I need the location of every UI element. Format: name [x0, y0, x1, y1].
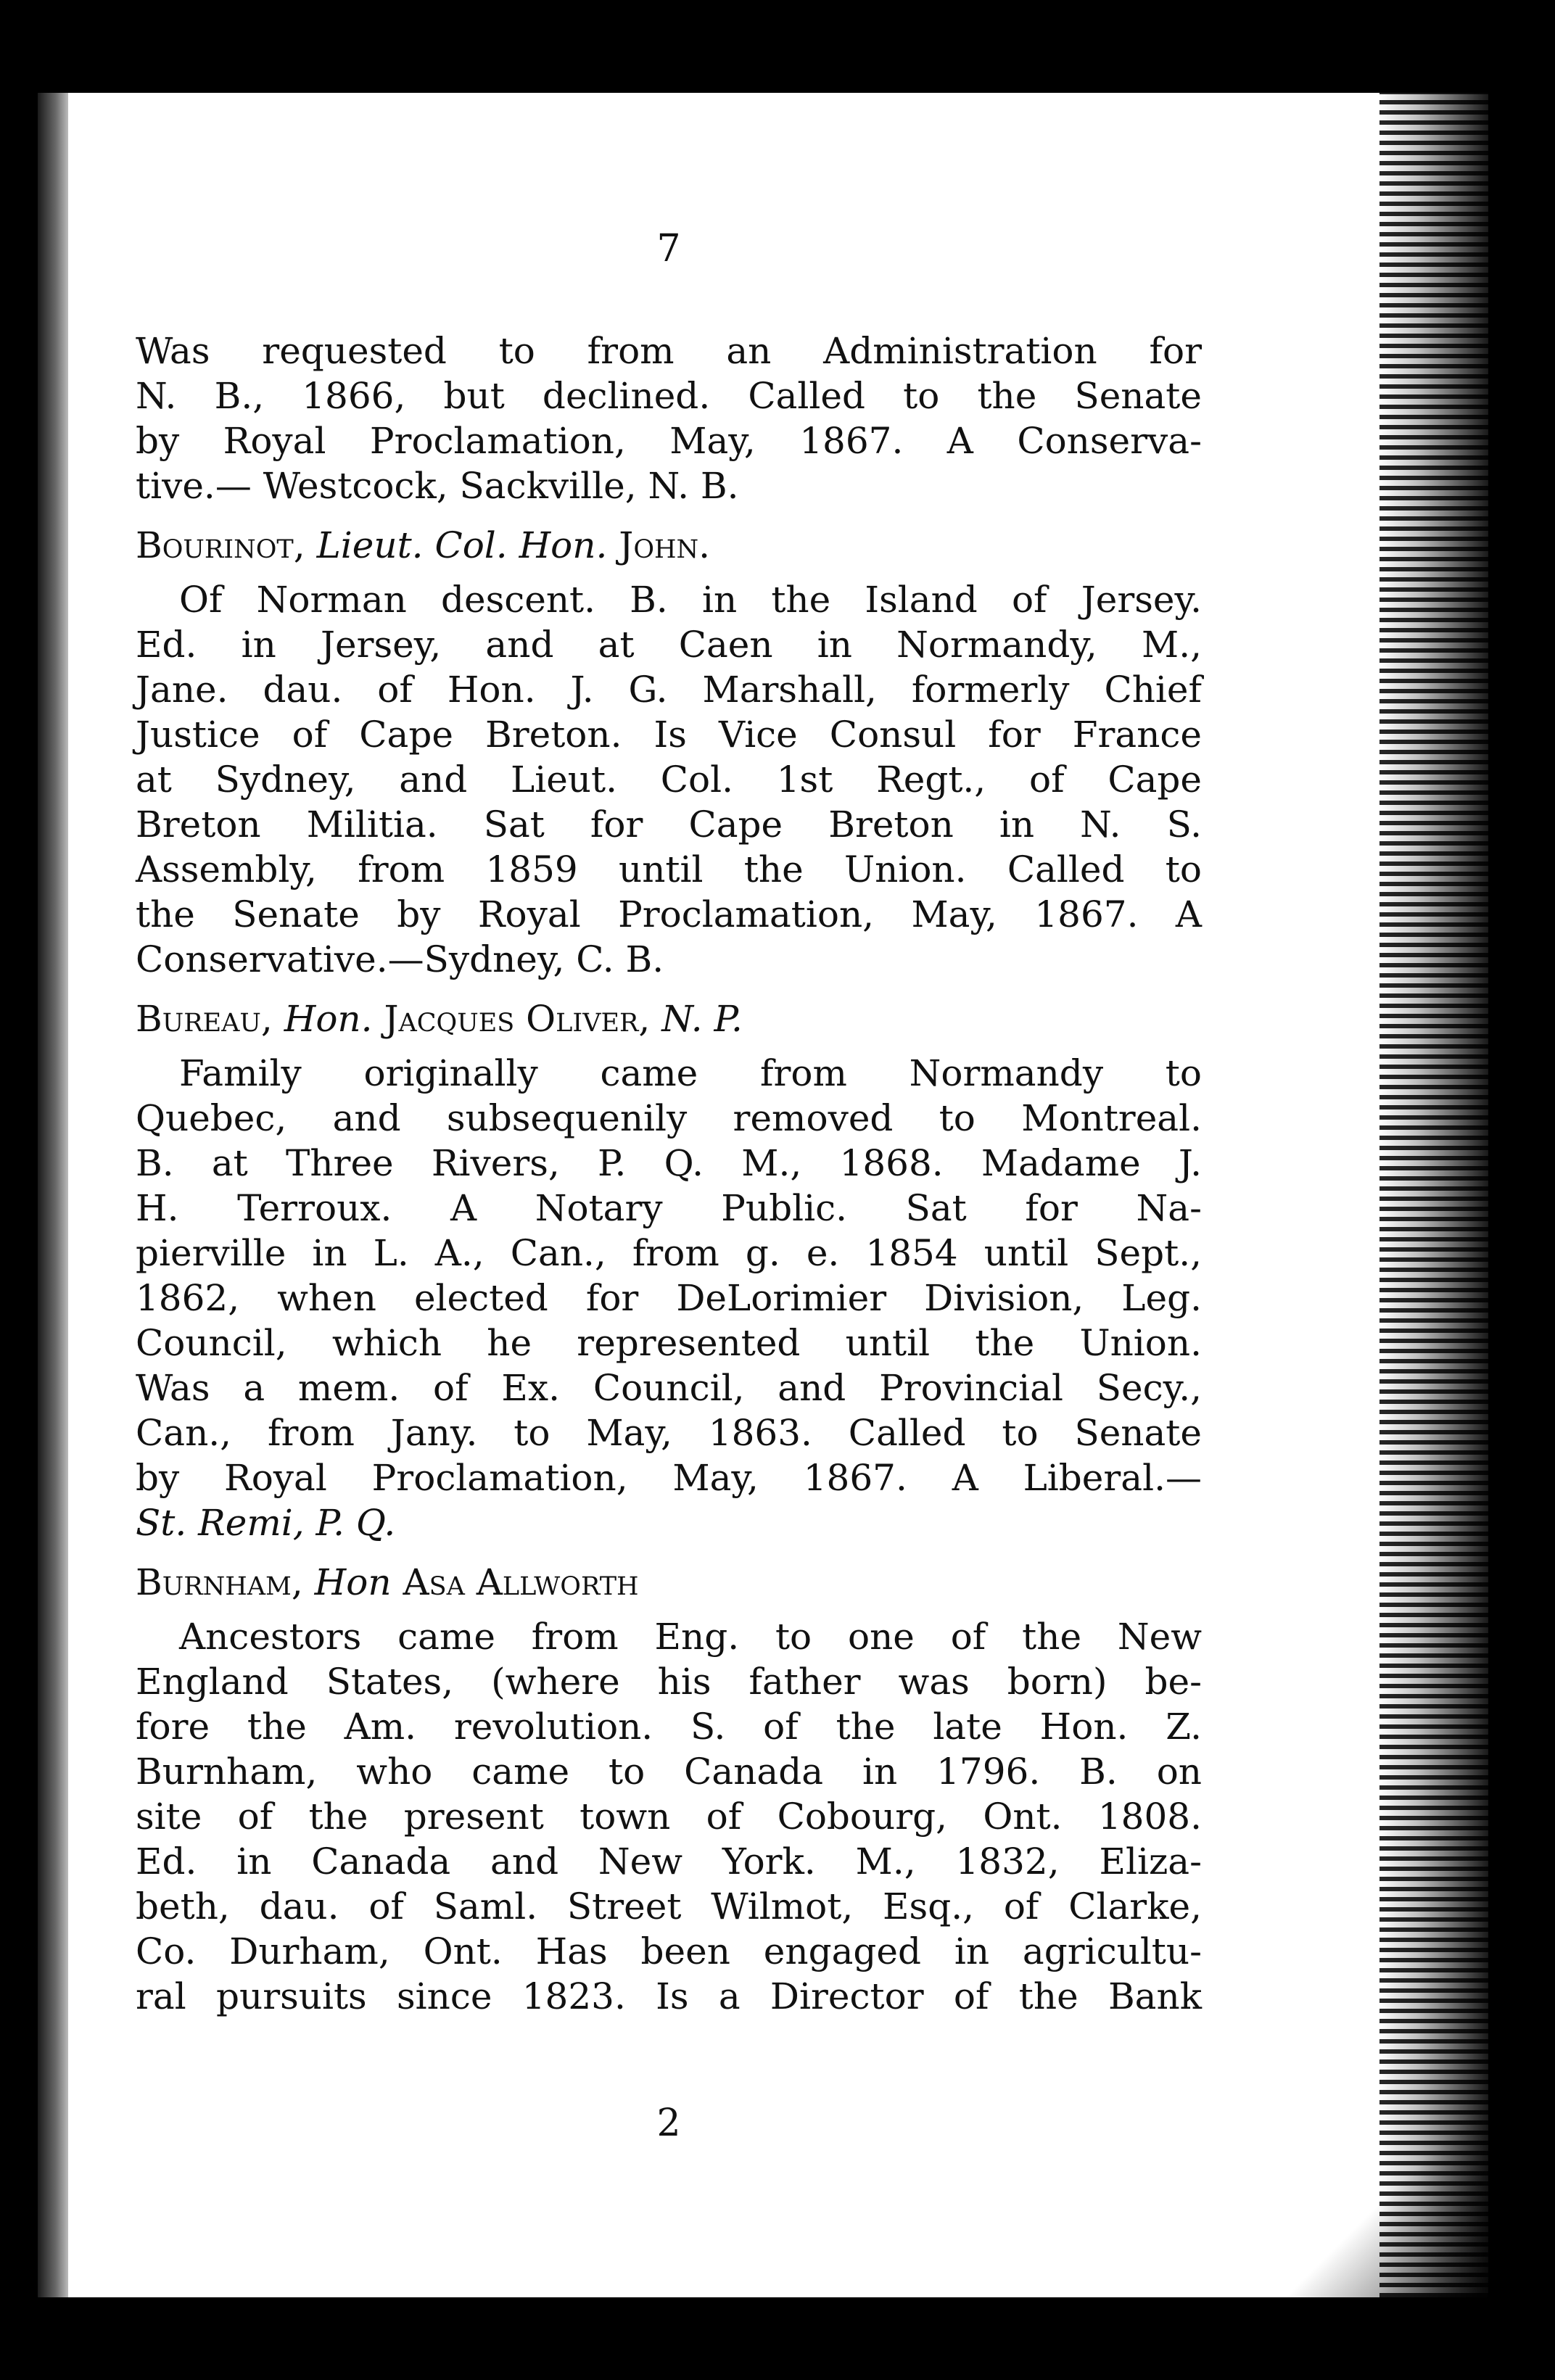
- damaged-edge: [1379, 93, 1488, 2297]
- text-line: Ed. in Jersey, and at Caen in Normandy, M.,: [136, 624, 1202, 666]
- text-line: 1862, when elected for DeLorimier Division, Leg.: [136, 1277, 1202, 1319]
- text-line: Jane. dau. of Hon. J. G. Marshall, formerly Chief: [136, 669, 1202, 711]
- text-line: Assembly, from 1859 until the Union. Called to: [136, 848, 1202, 891]
- page-number: 7: [656, 227, 681, 270]
- heading-given-name: John.: [619, 524, 711, 566]
- text-line: Of Norman descent. B. in the Island of Jersey.: [179, 579, 1202, 621]
- heading-given-name: Jacques Oliver,: [384, 998, 651, 1040]
- text-line: by Royal Proclamation, May, 1867. A Liberal.—: [136, 1457, 1202, 1499]
- text-line: ral pursuits since 1823. Is a Director of the Bank: [136, 1975, 1202, 2017]
- text-line: the Senate by Royal Proclamation, May, 1867. A: [136, 893, 1202, 935]
- text-line: Burnham, who came to Canada in 1796. B. on: [136, 1751, 1202, 1793]
- heading-title: Lieut. Col. Hon.: [316, 524, 608, 566]
- heading-surname: Bourinot,: [136, 524, 305, 566]
- entry-heading: [136, 523, 1202, 568]
- text-line: H. Terroux. A Notary Public. Sat for Na-: [136, 1187, 1202, 1229]
- text-line: Quebec, and subsequenily removed to Montreal.: [136, 1097, 1202, 1139]
- text-line: Breton Militia. Sat for Cape Breton in N. S.: [136, 803, 1202, 846]
- text-line: Ancestors came from Eng. to one of the New: [179, 1616, 1202, 1658]
- text-line: fore the Am. revolution. S. of the late Hon. Z.: [136, 1706, 1202, 1748]
- text-line: Family originally came from Normandy to: [179, 1052, 1202, 1094]
- heading-title: Hon: [314, 1561, 392, 1603]
- text-line: Co. Durham, Ont. Has been engaged in agricultu-: [136, 1930, 1202, 1972]
- book-page: [38, 93, 1488, 2297]
- text-line: pierville in L. A., Can., from g. e. 1854 until Sept.,: [136, 1232, 1202, 1274]
- text-line: Was requested to from an Administration for: [136, 330, 1202, 372]
- entry-heading: [136, 996, 1202, 1041]
- text-line: site of the present town of Cobourg, Ont. 1808.: [136, 1796, 1202, 1838]
- text-line: beth, dau. of Saml. Street Wilmot, Esq., of Clarke,: [136, 1885, 1202, 1927]
- text-line: Was a mem. of Ex. Council, and Provincial Secy.,: [136, 1367, 1202, 1409]
- text-line: at Sydney, and Lieut. Col. 1st Regt., of Cape: [136, 759, 1202, 801]
- text-line: Ed. in Canada and New York. M., 1832, Eliza-: [136, 1840, 1202, 1883]
- heading-surname: Burnham,: [136, 1561, 303, 1603]
- text-line: Can., from Jany. to May, 1863. Called to Senate: [136, 1412, 1202, 1454]
- page-binding: [38, 93, 68, 2297]
- entry-heading: [136, 1560, 1202, 1605]
- text-line: Justice of Cape Breton. Is Vice Consul for France: [136, 714, 1202, 756]
- heading-surname: Bureau,: [136, 998, 273, 1040]
- text-line: England States, (where his father was born) be-: [136, 1661, 1202, 1703]
- text-line: tive.— Westcock, Sackville, N. B.: [136, 465, 739, 507]
- text-line: Council, which he represented until the Union.: [136, 1322, 1202, 1364]
- text-line: N. B., 1866, but declined. Called to the Senate: [136, 375, 1202, 417]
- page-shadow: [1271, 2109, 1488, 2297]
- text-line: Conservative.—Sydney, C. B.: [136, 938, 664, 980]
- signature-mark: 2: [656, 2102, 681, 2145]
- text-line: B. at Three Rivers, P. Q. M., 1868. Madame J.: [136, 1142, 1202, 1184]
- text-line: by Royal Proclamation, May, 1867. A Conserva-: [136, 420, 1202, 462]
- heading-given-name: Asa Allworth: [403, 1561, 639, 1603]
- heading-title: Hon.: [284, 998, 373, 1040]
- heading-place: N. P.: [661, 998, 743, 1040]
- text-line: St. Remi, P. Q.: [136, 1502, 396, 1544]
